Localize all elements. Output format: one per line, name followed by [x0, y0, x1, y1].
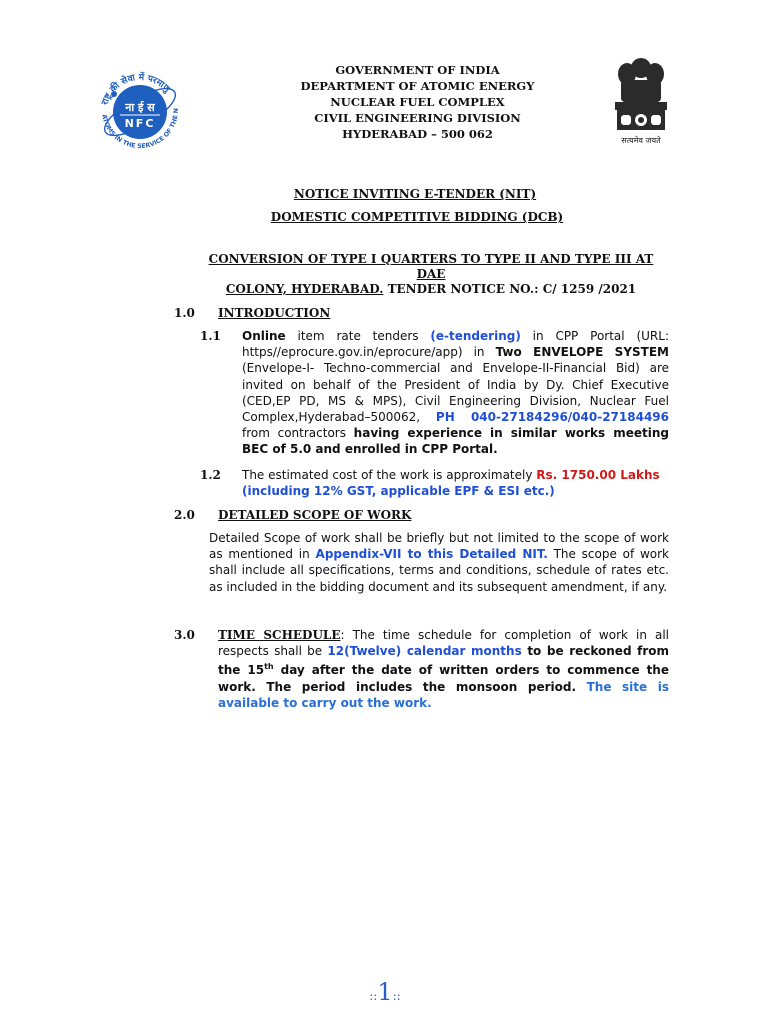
header-line-3: NUCLEAR FUEL COMPLEX: [330, 95, 505, 109]
nit-title: NOTICE INVITING E-TENDER (NIT): [293, 187, 537, 201]
section-2-text: Detailed Scope of work shall be briefly but not limited to the scope of work as mentioned in Appendix-VII to this Detailed NIT. The scope of work shall include all specifications, terms and conditions, schedule of rates etc. as included in the bidding document and its subsequent amendment, if any.: [209, 531, 670, 594]
section-3-heading: TIME SCHEDULE: [218, 628, 341, 642]
page-number: ::1::: [369, 978, 401, 1006]
section-1-2-number: 1.2: [200, 468, 221, 482]
header-line-1: GOVERNMENT OF INDIA: [335, 63, 500, 77]
header-line-4: CIVIL ENGINEERING DIVISION: [314, 111, 521, 125]
section-2-number: 2.0: [174, 508, 195, 522]
subject-line-2-underlined: COLONY, HYDERABAD.: [225, 282, 384, 296]
section-1-2-text: The estimated cost of the work is approximately Rs. 1750.00 Lakhs (including 12% GST, applicable EPF & ESI etc.): [242, 468, 660, 499]
emblem-motto: सत्यमेव जयते: [621, 136, 661, 145]
section-1-1-number: 1.1: [200, 329, 221, 343]
org-header: [280, 62, 555, 142]
tender-notice-number: TENDER NOTICE NO.: C/ 1259 /2021: [383, 282, 637, 296]
nfc-logo: [92, 64, 188, 160]
header-line-2: DEPARTMENT OF ATOMIC ENERGY: [300, 79, 535, 93]
logo-short-en: NFC: [124, 117, 156, 130]
logo-english-arc: ATOMS IN THE SERVICE OF THE N: [100, 108, 181, 151]
subject-line-1: CONVERSION OF TYPE I QUARTERS TO TYPE II AND TYPE III AT DAE: [208, 252, 654, 281]
section-2-heading: DETAILED SCOPE OF WORK: [218, 508, 412, 522]
dcb-title: DOMESTIC COMPETITIVE BIDDING (DCB): [270, 210, 564, 224]
section-3-number: 3.0: [174, 628, 195, 642]
logo-hindi-arc: राष्ट्र की सेवा में परमाणु: [100, 72, 172, 107]
logo-short-hindi: ना ई स: [125, 101, 155, 114]
header-line-5: HYDERABAD – 500 062: [342, 127, 493, 141]
section-1-1-text: Online item rate tenders (e-tendering) in CPP Portal (URL: https//eprocure.gov.in/eprocure/app) in Two ENVELOPE SYSTEM (Envelope-I- Techno-commercial and Envelope-II-Financial Bid) are invited on behalf of the President of India by Dy. Chief Executive (CED,EP PD, MS & MPS), Civil Engineering Division, Nuclear Fuel Complex,Hyderabad–500062, PH 040-27184296/040-27184496 from contractors having experience in similar works meeting BEC of 5.0 and enrolled in CPP Portal.: [242, 329, 669, 457]
section-3-text: TIME SCHEDULE: The time schedule for completion of work in all respects shall be 12(Twelve) calendar months to be reckoned from the 15th day after the date of written orders to commence the work. The period includes the monsoon period. The site is available to carry out the work.: [218, 628, 670, 710]
section-1-heading: INTRODUCTION: [218, 306, 331, 320]
tender-subject: [196, 252, 666, 297]
section-1-number: 1.0: [174, 306, 195, 320]
national-emblem: [605, 52, 677, 148]
